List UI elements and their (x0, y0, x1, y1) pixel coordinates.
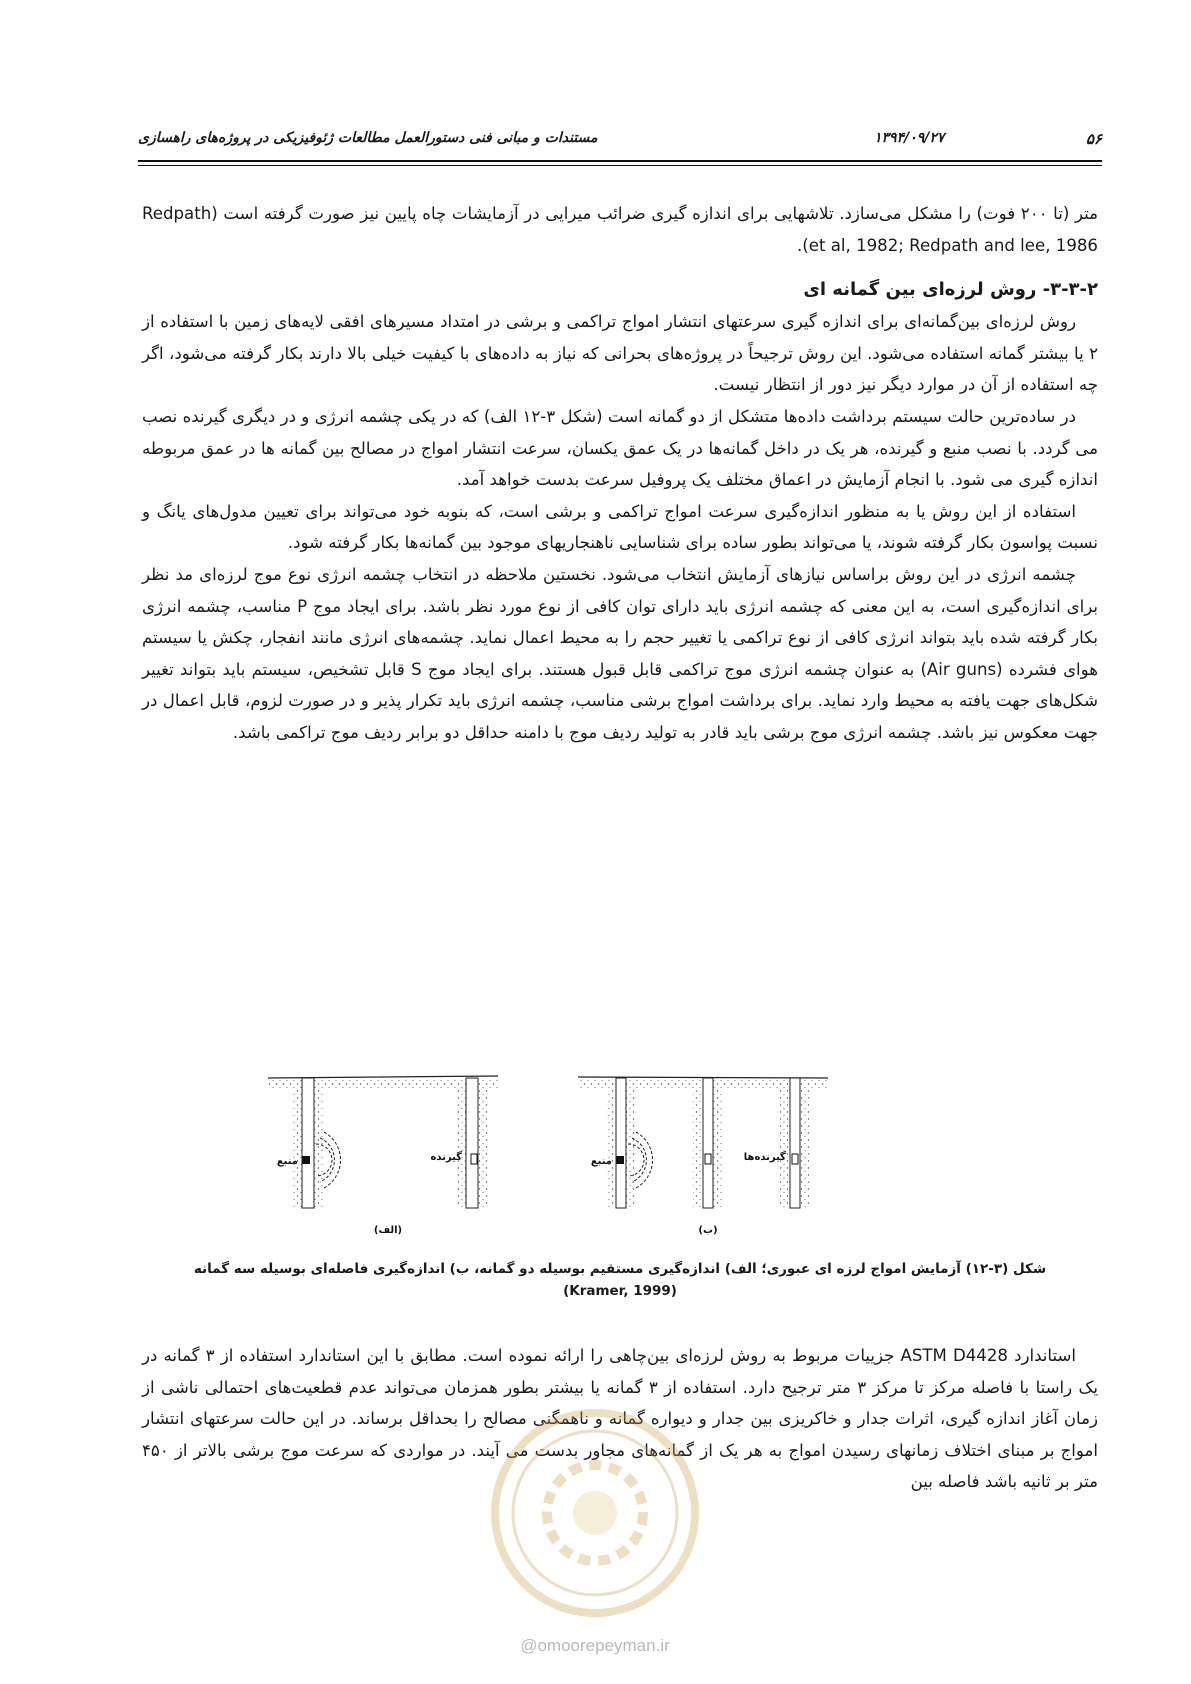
paragraph: استفاده از این روش یا به منظور اندازه‌گیری سرعت امواج تراکمی و برشی است، که بنوبه خود می‌تواند برای تعیین مدول‌های یانگ و نسبت پواسون بکار گرفته شوند، یا می‌تواند بطور ساده برای شناسایی ناهنجاریهای موجود بین گمانه‌ها بکار گرفته شود. (142, 501, 1098, 553)
receiver-marker (792, 1154, 798, 1164)
page-header (138, 128, 1102, 152)
panel-label-b: (ب) (698, 1225, 718, 1236)
panel-a (268, 1076, 498, 1236)
receiver-marker (471, 1154, 477, 1164)
crosshole-diagram (268, 1068, 1060, 1250)
paragraph: چشمه انرژی در این روش براساس نیازهای آزمایش انتخاب می‌شود. نخستین ملاحظه در انتخاب چشمه انرژی نوع موج لرزه‌ای مد نظر برای اندازه‌گیری است، به این معنی که چشمه انرژی باید دارای توان کافی از نوع مورد نظر باشد. برای ایجاد موج P مناسب، چشمه انرژی بکار گرفته شده باید بتواند انرژی کافی از نوع تراکمی یا تغییر حجم را به محیط اعمال نماید. چشمه‌های انرژی مانند انفجار، چکش یا سیستم هوای فشرده (Air guns) به عنوان چشمه انرژی موج تراکمی قابل قبول هستند. برای ایجاد موج S قابل تشخیص، سیستم باید بتواند تغییر شکل‌های جهت یافته به محیط وارد نماید. برای برداشت امواج برشی مناسب، چشمه انرژی باید تکرار پذیر و در صورت لزوم، قابل اعمال در جهت معکوس نیز باشد. چشمه انرژی موج برشی باید قادر به تولید ردیف موج با دامنه حداقل دو برابر ردیف موج تراکمی باشد. (142, 564, 1098, 742)
figure-caption (142, 1258, 1098, 1302)
body-top (142, 198, 1098, 749)
paragraph: در ساده‌ترین حالت سیستم برداشت داده‌ها متشکل از دو گمانه است (شکل ۳-۱۲ الف) که در یکی چشمه انرژی و در دیگری گیرنده نصب می گردد. با نصب منبع و گیرنده، هر یک در داخل گمانه‌ها در یک عمق یکسان، سرعت انتشار امواج در مصالح بین گمانه ها در عمق مربوطه اندازه گیری می شود. با انجام آزمایش در اعماق مختلف یک پروفیل سرعت بدست خواهد آمد. (142, 406, 1098, 490)
paragraph: متر (تا ۲۰۰ فوت) را مشکل می‌سازد. تلاشهایی برای اندازه گیری ضرائب میرایی در آزمایشات چاه پایین نیز صورت گرفته است (Redpath et al, 1982; Redpath and lee, 1986). (142, 204, 1099, 255)
header-rule-thin (138, 165, 1102, 166)
section-title: ۳-۳-۲- روش لرزه‌ای بین گمانه ای (803, 279, 1098, 301)
receiver-marker (705, 1154, 711, 1164)
paragraph: استاندارد ASTM D4428 جزییات مربوط به روش لرزه‌ای بین‌چاهی را ارائه نموده است. مطابق با این استاندارد استفاده از ۳ گمانه در یک راستا با فاصله مرکز تا مرکز ۳ متر ترجیح دارد. استفاده از ۳ گمانه یا بیشتر بطور همزمان می‌تواند عدم قطعیت‌های احتمالی ناشی از زمان آغاز اندازه گیری، اثرات جدار و خاکریزی بین جدار و دیواره گمانه و ناهمگنی مصالح را بحداقل برساند. در این حالت سرعتهای انتشار امواج بر مبنای اختلاف زمانهای رسیدن امواج به هر یک از گمانه‌های مجاور بدست می آیند. در مواردی که سرعت موج برشی بالاتر از ۴۵۰ متر بر ثانیه باشد فاصله بین (142, 1346, 1099, 1492)
panel-b (578, 1077, 828, 1236)
header-date: ۱۳۹۴/۰۹/۲۷ (874, 130, 945, 146)
source-label-a: منبع (276, 1156, 298, 1167)
page-number: ۵۶ (1085, 130, 1102, 148)
receivers-label-b: گیرنده‌ها (743, 1152, 786, 1163)
panel-label-a: (الف) (373, 1225, 403, 1236)
receiver-label-a: گیرنده (430, 1152, 462, 1163)
header-title: مستندات و مبانی فنی دستورالعمل مطالعات ژئوفیزیکی در پروژه‌های راهسازی (138, 130, 598, 146)
paragraph: روش لرزه‌ای بین‌گمانه‌ای برای اندازه گیری سرعتهای انتشار امواج تراکمی و برشی در امتداد مسیرهای افقی لایه‌های زمین با استفاده از ۲ یا بیشتر گمانه استفاده می‌شود. این روش ترجیحاً در پروژه‌های بحرانی که نیاز به داده‌های با کیفیت خیلی بالا دارند بکار گرفته می‌شود، اگر چه استفاده از آن در موارد دیگر نیز دور از انتظار نیست. (142, 312, 1098, 395)
header-rule-thick (138, 160, 1102, 162)
source-marker (302, 1156, 310, 1164)
caption-line-2: (Kramer, 1999) (563, 1283, 677, 1299)
source-marker (616, 1156, 624, 1164)
source-label-b: منبع (590, 1156, 612, 1167)
watermark-seal (488, 1406, 702, 1620)
caption-line-1: شکل (۳-۱۲) آزمایش امواج لرزه ای عبوری؛ الف) اندازه‌گیری مستقیم بوسیله دو گمانه، ب) اندازه‌گیری فاصله‌ای بوسیله سه گمانه (193, 1261, 1047, 1277)
watermark-url: @omoorepeyman.ir (520, 1636, 670, 1655)
